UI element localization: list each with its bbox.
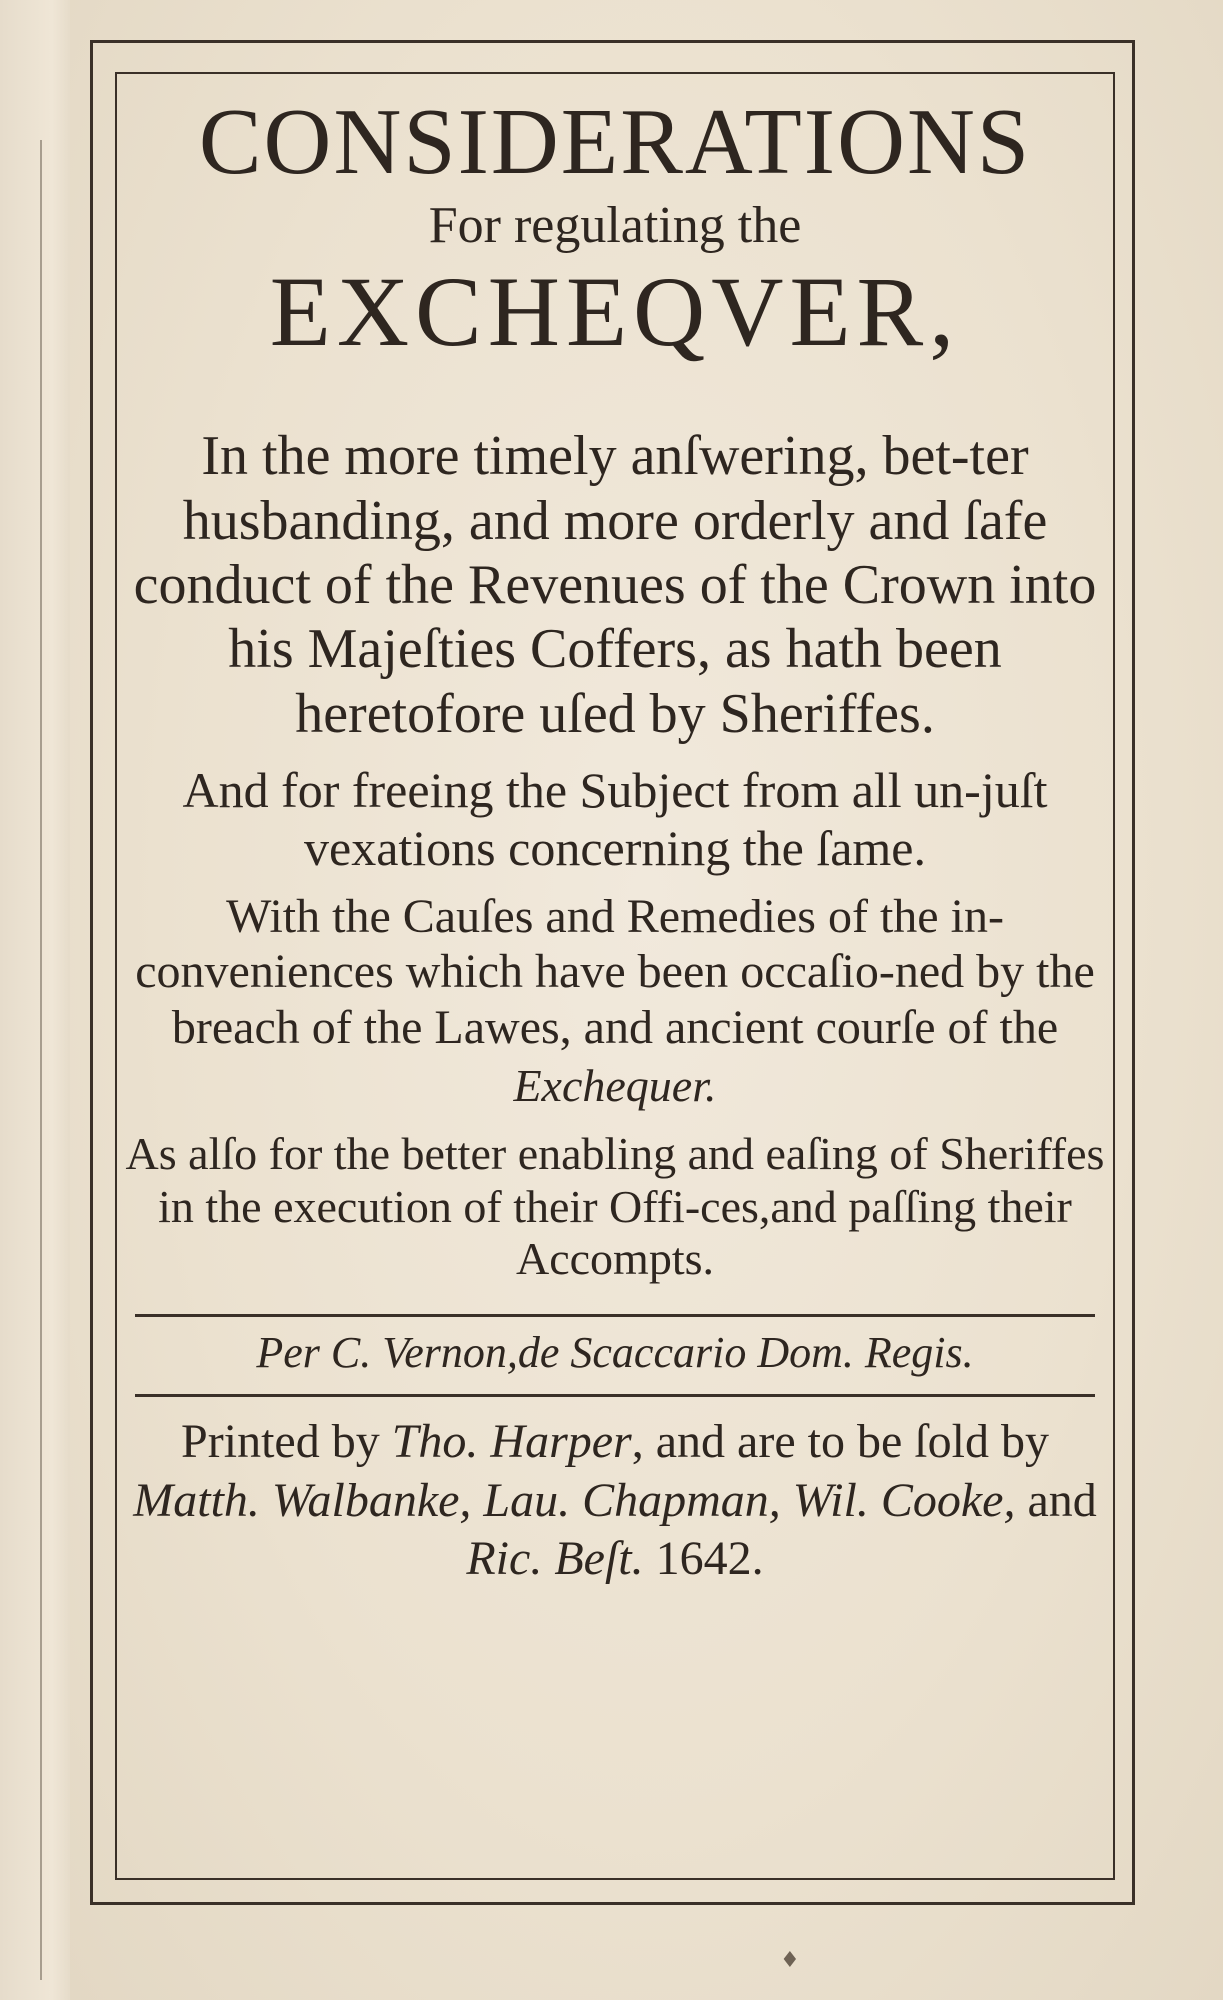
imprint-year: 1642.	[655, 1532, 764, 1586]
imprint	[125, 1413, 1105, 1589]
exchequer-italic: Exchequer.	[513, 1059, 717, 1111]
divider-rule-bottom	[135, 1394, 1095, 1397]
page-ornament: ♦	[780, 1948, 800, 1973]
main-title: CONSIDERATIONS	[198, 90, 1032, 194]
exchequer-title: EXCHEQVER,	[269, 256, 961, 368]
imprint-and: and	[1027, 1473, 1097, 1527]
imprint-sellers: Matth. Walbanke, Lau. Chapman, Wil. Cooke,	[133, 1473, 1016, 1527]
imprint-printed-by: Printed by	[181, 1415, 380, 1469]
paragraph-sheriffes: As alſo for the better enabling and eaſing of Sheriffes in the execution of their Offi-ces,and paſſing their Accompts.	[125, 1127, 1105, 1285]
title-page-content	[125, 90, 1105, 1589]
author-line: Per C. Vernon,de Scaccario Dom. Regis.	[256, 1328, 974, 1378]
paragraph-causes: With the Cauſes and Remedies of the in-conveniences which have been occaſio-ned by the breach of the Lawes, and ancient courſe of the	[135, 890, 1095, 1054]
subtitle: For regulating the	[428, 197, 802, 254]
imprint-printer: Tho. Harper	[391, 1415, 632, 1469]
paragraph-subject: And for freeing the Subject from all un-juſt vexations concerning the ſame.	[182, 762, 1048, 876]
imprint-sold-by: , and are to be ſold by	[631, 1415, 1049, 1469]
imprint-seller-best: Ric. Beſt.	[466, 1532, 644, 1586]
paragraph-revenues: In the more timely anſwering, bet-ter husbanding, and more orderly and ſafe conduct of the Revenues of the Crown into his Majeſties Coffers, as hath been heretofore uſed by Sheriffes.	[133, 425, 1097, 745]
divider-rule-top	[135, 1314, 1095, 1317]
